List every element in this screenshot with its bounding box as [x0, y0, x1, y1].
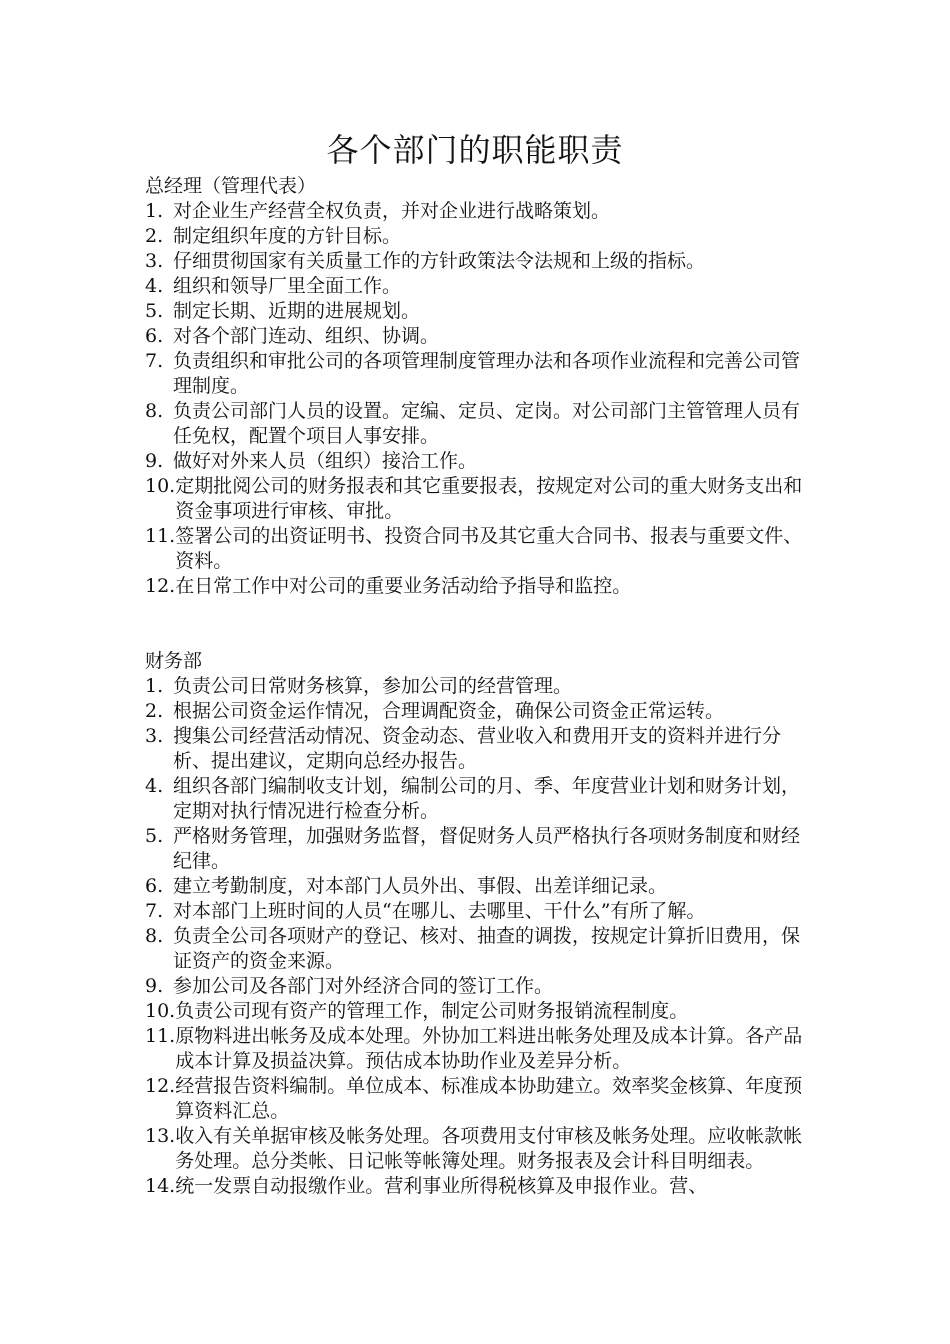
list-item — [145, 1074, 815, 1124]
item-number: 7. — [145, 900, 164, 922]
responsibility-list — [145, 199, 815, 599]
item-number: 8. — [145, 400, 164, 422]
document-body — [145, 174, 815, 1199]
item-text: 搜集公司经营活动情况、资金动态、营业收入和费用开支的资料并进行分析、提出建议，定期向总经办报告。 — [173, 725, 782, 772]
item-text: 根据公司资金运作情况，合理调配资金，确保公司资金正常运转。 — [173, 700, 725, 722]
item-text: 负责公司日常财务核算，参加公司的经营管理。 — [173, 675, 573, 697]
list-item — [145, 1124, 815, 1174]
item-text: 做好对外来人员（组织）接洽工作。 — [173, 450, 478, 472]
item-text: 定期批阅公司的财务报表和其它重要报表，按规定对公司的重大财务支出和资金事项进行审核、审批。 — [175, 475, 803, 522]
item-number: 1. — [145, 200, 164, 222]
item-number: 8. — [145, 925, 164, 947]
list-item — [145, 449, 815, 474]
item-text: 签署公司的出资证明书、投资合同书及其它重大合同书、报表与重要文件、资料。 — [175, 525, 803, 572]
item-number: 10. — [145, 475, 176, 497]
section-spacer — [145, 599, 815, 649]
list-item — [145, 199, 815, 224]
list-item — [145, 699, 815, 724]
item-number: 14. — [145, 1175, 176, 1197]
item-text: 负责公司现有资产的管理工作，制定公司财务报销流程制度。 — [175, 1000, 689, 1022]
list-item — [145, 1024, 815, 1074]
list-item — [145, 899, 815, 924]
item-number: 2. — [145, 700, 164, 722]
list-item — [145, 399, 815, 449]
list-item — [145, 824, 815, 874]
item-number: 6. — [145, 875, 164, 897]
item-text: 制定长期、近期的进展规划。 — [173, 300, 421, 322]
item-number: 11. — [145, 525, 176, 547]
list-item — [145, 249, 815, 274]
item-number: 12. — [145, 575, 176, 597]
list-item — [145, 349, 815, 399]
list-item — [145, 524, 815, 574]
item-text: 对各个部门连动、组织、协调。 — [173, 325, 440, 347]
item-text: 组织各部门编制收支计划，编制公司的月、季、年度营业计划和财务计划，定期对执行情况进行检查分析。 — [173, 775, 801, 822]
item-text: 负责全公司各项财产的登记、核对、抽查的调拨，按规定计算折旧费用，保证资产的资金来源。 — [173, 925, 801, 972]
item-text: 在日常工作中对公司的重要业务活动给予指导和监控。 — [175, 575, 632, 597]
list-item — [145, 324, 815, 349]
item-number: 7. — [145, 350, 164, 372]
item-number: 5. — [145, 825, 164, 847]
item-number: 4. — [145, 275, 164, 297]
list-item — [145, 924, 815, 974]
item-text: 经营报告资料编制。单位成本、标准成本协助建立。效率奖金核算、年度预算资料汇总。 — [175, 1075, 803, 1122]
item-number: 1. — [145, 675, 164, 697]
list-item — [145, 974, 815, 999]
list-item — [145, 274, 815, 299]
item-number: 12. — [145, 1075, 176, 1097]
item-text: 建立考勤制度，对本部门人员外出、事假、出差详细记录。 — [173, 875, 668, 897]
list-item — [145, 674, 815, 699]
item-number: 9. — [145, 975, 164, 997]
item-number: 3. — [145, 725, 164, 747]
item-number: 5. — [145, 300, 164, 322]
item-number: 11. — [145, 1025, 176, 1047]
section-finance-department — [145, 649, 815, 1199]
item-number: 9. — [145, 450, 164, 472]
list-item — [145, 999, 815, 1024]
item-text: 统一发票自动报缴作业。营利事业所得税核算及申报作业。营、 — [175, 1175, 708, 1197]
section-general-manager — [145, 174, 815, 599]
item-text: 负责组织和审批公司的各项管理制度管理办法和各项作业流程和完善公司管理制度。 — [173, 350, 801, 397]
item-text: 对本部门上班时间的人员“在哪儿、去哪里、干什么”有所了解。 — [173, 900, 706, 922]
responsibility-list — [145, 674, 815, 1199]
item-text: 严格财务管理，加强财务监督，督促财务人员严格执行各项财务制度和财经纪律。 — [173, 825, 801, 872]
item-text: 原物料进出帐务及成本处理。外协加工料进出帐务处理及成本计算。各产品成本计算及损益决算。预估成本协助作业及差异分析。 — [175, 1025, 803, 1072]
list-item — [145, 299, 815, 324]
list-item — [145, 224, 815, 249]
item-number: 4. — [145, 775, 164, 797]
item-number: 6. — [145, 325, 164, 347]
item-text: 制定组织年度的方针目标。 — [173, 225, 402, 247]
list-item — [145, 774, 815, 824]
item-text: 负责公司部门人员的设置。定编、定员、定岗。对公司部门主管管理人员有任免权，配置个项目人事安排。 — [173, 400, 801, 447]
item-number: 3. — [145, 250, 164, 272]
document-title: 各个部门的职能职责 — [326, 131, 624, 169]
item-text: 收入有关单据审核及帐务处理。各项费用支付审核及帐务处理。应收帐款帐务处理。总分类帐、日记帐等帐簿处理。财务报表及会计科目明细表。 — [175, 1125, 803, 1172]
list-item — [145, 474, 815, 524]
list-item — [145, 724, 815, 774]
item-text: 仔细贯彻国家有关质量工作的方针政策法令法规和上级的指标。 — [173, 250, 706, 272]
list-item — [145, 1174, 815, 1199]
item-text: 参加公司及各部门对外经济合同的签订工作。 — [173, 975, 554, 997]
item-text: 组织和领导厂里全面工作。 — [173, 275, 402, 297]
section-heading: 财务部 — [145, 650, 203, 672]
item-text: 对企业生产经营全权负责，并对企业进行战略策划。 — [173, 200, 611, 222]
item-number: 2. — [145, 225, 164, 247]
list-item — [145, 574, 815, 599]
item-number: 13. — [145, 1125, 176, 1147]
section-heading: 总经理（管理代表） — [145, 175, 317, 197]
list-item — [145, 874, 815, 899]
item-number: 10. — [145, 1000, 176, 1022]
